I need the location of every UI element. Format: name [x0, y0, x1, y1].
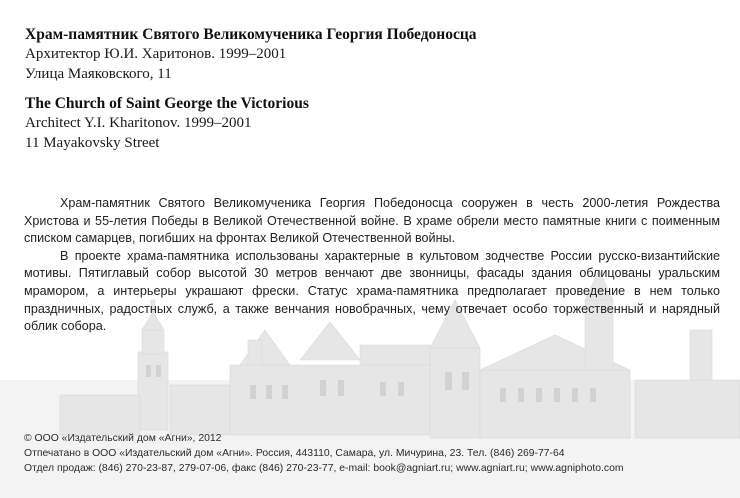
footer-sales-contacts: Отдел продаж: (846) 270-23-87, 279-07-06, факс (846) 270-23-77, e-mail: book@agniart.ru; www.agniart.ru; www.agniphoto.com: [24, 463, 624, 474]
russian-heading: [25, 25, 477, 84]
english-heading: [25, 94, 309, 153]
english-architect: Architect Y.I. Kharitonov. 1999–2001: [25, 115, 252, 131]
description-paragraph-2: В проекте храма-памятника использованы характерные в культовом зодчестве России русско-византийские мотивы. Пятиглавый собор высотой 30 метров венчают две звонницы, фасады здания облицованы уральским мрамором, а интерьеры украшают фрески. Статус храма-памятника предполагает проведение в нем только праздничных, радостных служб, а также венчания новобрачных, чему отвечает особо торжественный и нарядный облик собора.: [24, 248, 720, 334]
footer-printed-by: Отпечатано в ООО «Издательский дом «Агни». Россия, 443110, Самара, ул. Мичурина, 23. Тел. (846) 269-77-64: [24, 448, 565, 459]
english-address: 11 Mayakovsky Street: [25, 134, 160, 151]
russian-address: Улица Маяковского, 11: [25, 65, 172, 82]
publisher-footer: [24, 431, 724, 476]
description-paragraph-1: Храм-памятник Святого Великомученика Георгия Победоносца сооружен в честь 2000-летия Рождества Христова и 55-летия Победы в Великой Отечественной войне. В храме обрели место памятные книги с поименным списком самарцев, погибших на фронтах Великой Отечественной войны.: [24, 196, 720, 246]
russian-title: Храм-памятник Святого Великомученика Георгия Победоносца: [25, 26, 477, 43]
english-title: The Church of Saint George the Victorious: [25, 95, 309, 112]
footer-copyright: © ООО «Издательский дом «Агни», 2012: [24, 433, 222, 444]
russian-architect: Архитектор Ю.И. Харитонов. 1999–2001: [25, 46, 287, 62]
description-text: [24, 195, 720, 336]
